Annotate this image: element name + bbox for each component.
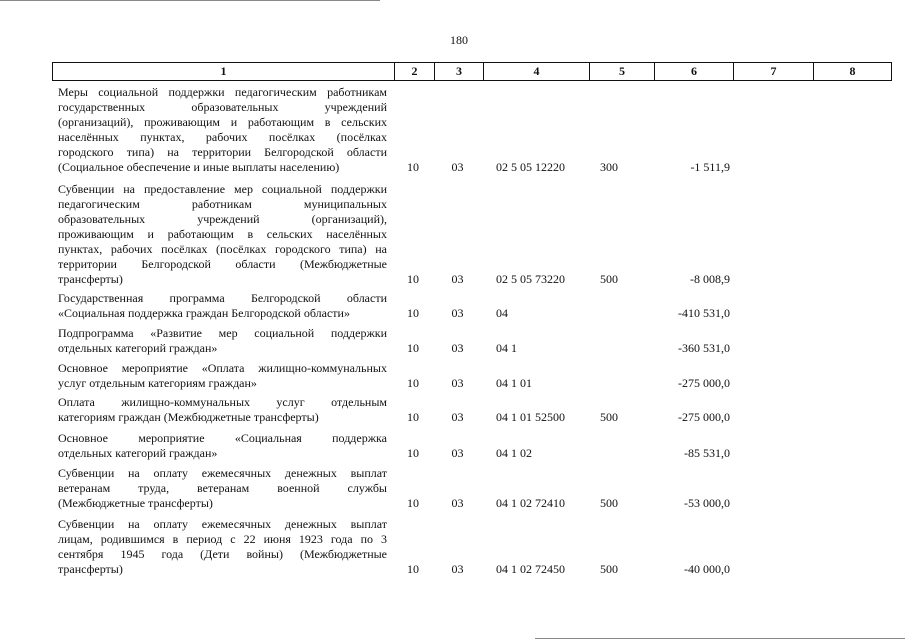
table-row — [52, 182, 892, 288]
description-line: отдельных категорий граждан» — [58, 446, 218, 460]
description-line: образовательных учреждений (организаций), — [58, 212, 387, 226]
description-line: Меры социальной поддержки педагогическим работникам — [58, 85, 387, 99]
row-subsection-code: 03 — [451, 272, 464, 286]
row-target-article-code: 04 1 01 52500 — [496, 410, 565, 424]
header-cell-6: 6 — [654, 63, 733, 80]
description-line: отдельных категорий граждан» — [58, 341, 218, 355]
row-amount: -85 531,0 — [684, 446, 730, 460]
row-column-8 — [812, 175, 890, 176]
header-cell-3: 3 — [434, 63, 483, 80]
description-line: «Социальная поддержка граждан Белгородской области» — [58, 306, 350, 320]
row-column-7 — [732, 356, 812, 357]
row-section-code: 10 — [407, 306, 419, 320]
row-amount: -40 000,0 — [684, 562, 730, 576]
description-line: педагогическим работникам муниципальных — [58, 197, 387, 211]
description-line: территории Белгородской области (Межбюджетные — [58, 257, 387, 271]
row-expense-type-code: 500 — [600, 562, 618, 576]
table-row — [52, 291, 892, 322]
row-expense-type-code: 300 — [600, 160, 618, 174]
header-cell-4: 4 — [483, 63, 589, 80]
row-section-code: 10 — [407, 272, 419, 286]
row-subsection-code: 03 — [451, 446, 464, 460]
row-description — [52, 466, 393, 512]
description-line: проживающим и работающим в сельских населённых — [58, 227, 387, 241]
row-subsection-code: 03 — [451, 376, 464, 390]
description-line: государственных образовательных учреждений — [58, 100, 387, 114]
row-column-7 — [732, 287, 812, 288]
description-line: Субвенции на оплату ежемесячных денежных выплат — [58, 466, 387, 480]
description-line: ветеранам труда, ветеранам военной службы — [58, 481, 387, 495]
row-target-article-code: 04 1 02 72410 — [496, 496, 565, 510]
row-target-article-code: 04 1 02 — [496, 446, 532, 460]
description-line: лицам, родившимся в период с 22 июня 1923 года по 3 — [58, 532, 387, 546]
row-description — [52, 85, 393, 176]
row-column-8 — [812, 391, 890, 392]
row-description — [52, 395, 393, 426]
header-cell-8: 8 — [813, 63, 891, 80]
description-line: пунктах, рабочих посёлках (посёлках городского типа) на — [58, 242, 387, 256]
description-line: (Социальное обеспечение и иные выплаты населению) — [58, 160, 340, 174]
row-column-8 — [812, 461, 890, 462]
row-section-code: 10 — [407, 410, 419, 424]
row-column-8 — [812, 321, 890, 322]
row-subsection-code: 03 — [451, 562, 464, 576]
description-line: категориям граждан (Межбюджетные трансферты) — [58, 410, 319, 424]
row-column-7 — [732, 461, 812, 462]
description-line: (Межбюджетные трансферты) — [58, 496, 213, 510]
description-line: трансферты) — [58, 272, 123, 286]
description-line: (организаций), проживающим и работающим в сельских — [58, 115, 387, 129]
row-column-8 — [812, 425, 890, 426]
description-line: Субвенции на предоставление мер социальной поддержки — [58, 182, 387, 196]
table-row — [52, 517, 892, 578]
row-amount: -410 531,0 — [678, 306, 730, 320]
bottom-rule — [535, 638, 905, 639]
header-cell-1: 1 — [220, 64, 227, 78]
row-target-article-code: 04 1 02 72450 — [496, 562, 565, 576]
table-row — [52, 395, 892, 426]
page-number: 180 — [450, 33, 468, 47]
row-amount: -1 511,9 — [690, 160, 730, 174]
row-expense-type-code: 500 — [600, 496, 618, 510]
row-expense-type-code — [588, 391, 653, 392]
row-amount: -360 531,0 — [678, 341, 730, 355]
row-expense-type-code — [588, 321, 653, 322]
row-column-7 — [732, 175, 812, 176]
row-amount: -275 000,0 — [678, 376, 730, 390]
row-description — [52, 431, 393, 462]
row-subsection-code: 03 — [451, 306, 464, 320]
row-column-7 — [732, 391, 812, 392]
budget-table — [52, 62, 892, 578]
header-cell-5: 5 — [589, 63, 654, 80]
row-description — [52, 326, 393, 357]
row-column-7 — [732, 577, 812, 578]
row-column-7 — [732, 425, 812, 426]
row-description — [52, 517, 393, 578]
row-subsection-code: 03 — [451, 496, 464, 510]
row-column-8 — [812, 577, 890, 578]
row-subsection-code: 03 — [451, 410, 464, 424]
table-row — [52, 431, 892, 462]
top-rule — [0, 0, 380, 1]
row-target-article-code: 04 1 — [496, 341, 517, 355]
row-section-code: 10 — [407, 496, 419, 510]
row-description — [52, 361, 393, 392]
row-column-8 — [812, 356, 890, 357]
header-cell-7: 7 — [733, 63, 813, 80]
row-column-7 — [732, 321, 812, 322]
row-section-code: 10 — [407, 376, 419, 390]
row-target-article-code: 04 1 01 — [496, 376, 532, 390]
row-amount: -53 000,0 — [684, 496, 730, 510]
table-body — [52, 85, 892, 578]
description-line: услуг отдельным категориям граждан» — [58, 376, 257, 390]
row-subsection-code: 03 — [451, 160, 464, 174]
description-line: Основное мероприятие «Социальная поддержка — [58, 431, 387, 445]
description-line: трансферты) — [58, 562, 123, 576]
description-line: Государственная программа Белгородской области — [58, 291, 387, 305]
description-line: населённых пунктах, рабочих посёлках (посёлках — [58, 130, 387, 144]
description-line: сентября 1945 года (Дети войны) (Межбюджетные — [58, 547, 387, 561]
row-expense-type-code — [588, 461, 653, 462]
row-column-8 — [812, 287, 890, 288]
row-expense-type-code: 500 — [600, 272, 618, 286]
row-column-8 — [812, 511, 890, 512]
description-line: Оплата жилищно-коммунальных услуг отдельным — [58, 395, 387, 409]
description-line: Подпрограмма «Развитие мер социальной поддержки — [58, 326, 387, 340]
row-target-article-code: 02 5 05 73220 — [496, 272, 565, 286]
row-target-article-code: 02 5 05 12220 — [496, 160, 565, 174]
row-section-code: 10 — [407, 446, 419, 460]
row-amount: -275 000,0 — [678, 410, 730, 424]
row-section-code: 10 — [407, 562, 419, 576]
row-expense-type-code — [588, 356, 653, 357]
row-section-code: 10 — [407, 341, 419, 355]
table-row — [52, 466, 892, 512]
row-amount: -8 008,9 — [690, 272, 730, 286]
row-subsection-code: 03 — [451, 341, 464, 355]
row-description — [52, 291, 393, 322]
description-line: Субвенции на оплату ежемесячных денежных выплат — [58, 517, 387, 531]
row-expense-type-code: 500 — [600, 410, 618, 424]
table-row — [52, 85, 892, 176]
description-line: Основное мероприятие «Оплата жилищно-коммунальных — [58, 361, 387, 375]
row-description — [52, 182, 393, 288]
header-cell-2: 2 — [394, 63, 434, 80]
table-header-row — [52, 62, 892, 81]
table-row — [52, 326, 892, 357]
row-section-code: 10 — [407, 160, 419, 174]
table-row — [52, 361, 892, 392]
row-target-article-code: 04 — [496, 306, 508, 320]
row-column-7 — [732, 511, 812, 512]
description-line: городского типа) на территории Белгородской области — [58, 145, 387, 159]
